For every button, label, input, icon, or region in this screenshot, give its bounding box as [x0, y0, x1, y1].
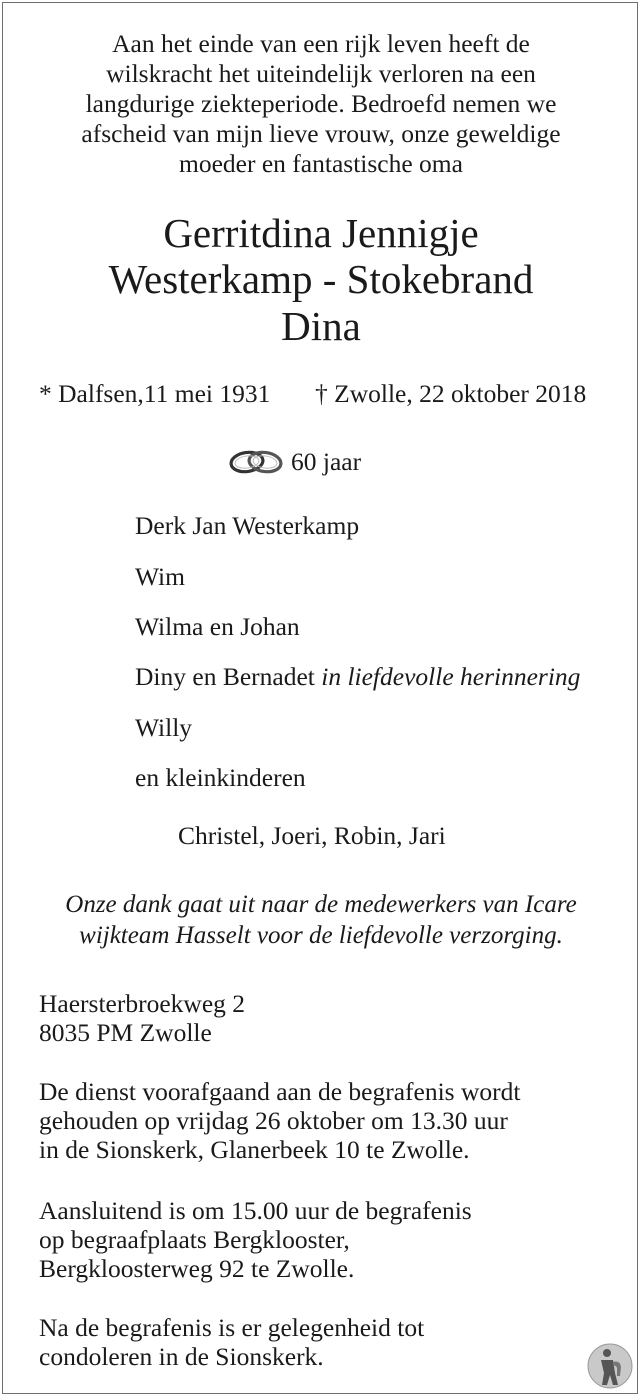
service-line: in de Sionskerk, Glanerbeek 10 te Zwolle.: [39, 1135, 470, 1164]
burial-block: [39, 1196, 472, 1283]
service-line: De dienst voorafgaand aan de begrafenis wordt: [39, 1077, 521, 1106]
family-line: Derk Jan Westerkamp: [135, 511, 360, 540]
marriage-years: 60 jaar: [291, 447, 362, 476]
burial-line: Aansluitend is om 15.00 uur de begrafenis: [39, 1196, 472, 1225]
family-line: Wilma en Johan: [135, 612, 300, 641]
condolence-line: Na de begrafenis is er gelegenheid tot: [39, 1313, 425, 1342]
wedding-rings-icon: [228, 449, 286, 475]
family-line: en kleinkinderen: [135, 763, 306, 792]
burial-line: Bergkloosterweg 92 te Zwolle.: [39, 1254, 355, 1283]
service-block: [39, 1077, 520, 1164]
intro-line: Aan het einde van een rijk leven heeft de: [112, 29, 530, 58]
service-line: gehouden op vrijdag 26 oktober om 13.30 uur: [39, 1106, 508, 1135]
thanks-line: wijkteam Hasselt voor de liefdevolle verzorging.: [79, 922, 563, 949]
address-block: [39, 989, 245, 1047]
address-line: 8035 PM Zwolle: [39, 1018, 212, 1047]
grandchildren-names: Christel, Joeri, Robin, Jari: [178, 821, 446, 850]
memorial-logo-icon: [587, 1343, 633, 1389]
death-date: † Zwolle, 22 oktober 2018: [315, 379, 587, 408]
intro-text: [3, 29, 639, 179]
obituary-card: [2, 2, 638, 1394]
condolence-line: condoleren in de Sionskerk.: [39, 1342, 324, 1371]
deceased-nickname: Dina: [281, 303, 361, 349]
condolence-block: [39, 1313, 424, 1371]
intro-line: wilskracht het uiteindelijk verloren na een: [106, 59, 536, 88]
deceased-name-line2: Westerkamp - Stokebrand: [108, 256, 534, 302]
family-line: Willy: [135, 713, 193, 742]
birth-date: * Dalfsen,11 mei 1931: [39, 379, 271, 408]
address-line: Haersterbroekweg 2: [39, 989, 246, 1018]
intro-line: moeder en fantastische oma: [179, 149, 463, 178]
thanks-line: Onze dank gaat uit naar de medewerkers van Icare: [65, 891, 577, 918]
burial-line: op begraafplaats Bergklooster,: [39, 1225, 350, 1254]
thanks-text: [3, 889, 639, 951]
family-note: in liefdevolle herinnering: [321, 662, 581, 691]
intro-line: langdurige ziekteperiode. Bedroefd nemen we: [85, 89, 557, 118]
deceased-name-line1: Gerritdina Jennigje: [163, 210, 479, 256]
family-line: Wim: [135, 562, 185, 591]
family-name: Diny en Bernadet: [135, 662, 315, 691]
family-line: [135, 662, 580, 692]
intro-line: afscheid van mijn lieve vrouw, onze geweldige: [81, 119, 561, 148]
